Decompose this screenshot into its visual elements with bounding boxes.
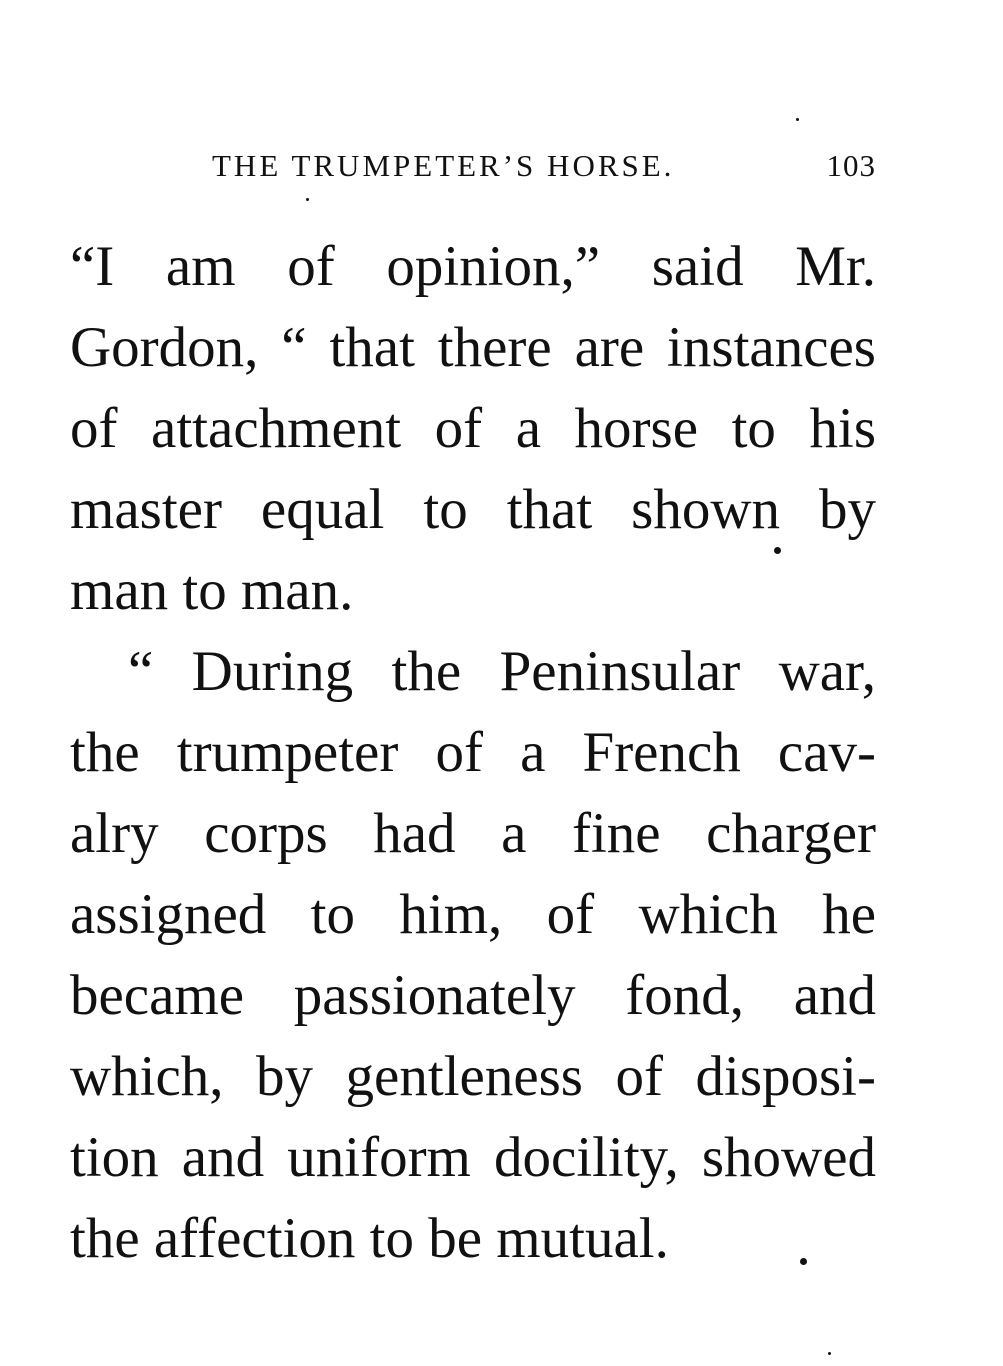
running-head <box>212 146 882 186</box>
ink-speck <box>828 1352 831 1355</box>
ink-speck <box>796 118 799 121</box>
ink-speck <box>800 1258 807 1265</box>
text-line: “I am of opinion,” said Mr. <box>70 235 876 298</box>
paragraph-2 <box>70 631 876 1279</box>
text-line: alry corps had a fine charger <box>70 802 876 865</box>
text-line: tion and uniform docility, showed <box>70 1126 876 1189</box>
text-line: which, by gentleness of disposi- <box>70 1045 876 1108</box>
text-line: of attachment of a horse to his <box>70 397 876 460</box>
text-line: became passionately fond, and <box>70 964 876 1027</box>
text-line: “ During the Peninsular war, <box>128 640 876 703</box>
page-number: 103 <box>826 148 876 183</box>
text-line: the trumpeter of a French cav- <box>70 721 876 784</box>
body-text <box>70 226 876 1279</box>
text-line: the affection to be mutual. <box>70 1207 669 1270</box>
ink-speck <box>774 547 781 554</box>
text-line: man to man. <box>70 559 354 622</box>
ink-speck <box>306 198 309 201</box>
text-line: assigned to him, of which he <box>70 883 876 946</box>
running-title: THE TRUMPETER’S HORSE. <box>212 148 675 183</box>
text-line: Gordon, “ that there are instances <box>70 316 876 379</box>
paragraph-1 <box>70 226 876 631</box>
text-line: master equal to that shown by <box>70 478 876 541</box>
